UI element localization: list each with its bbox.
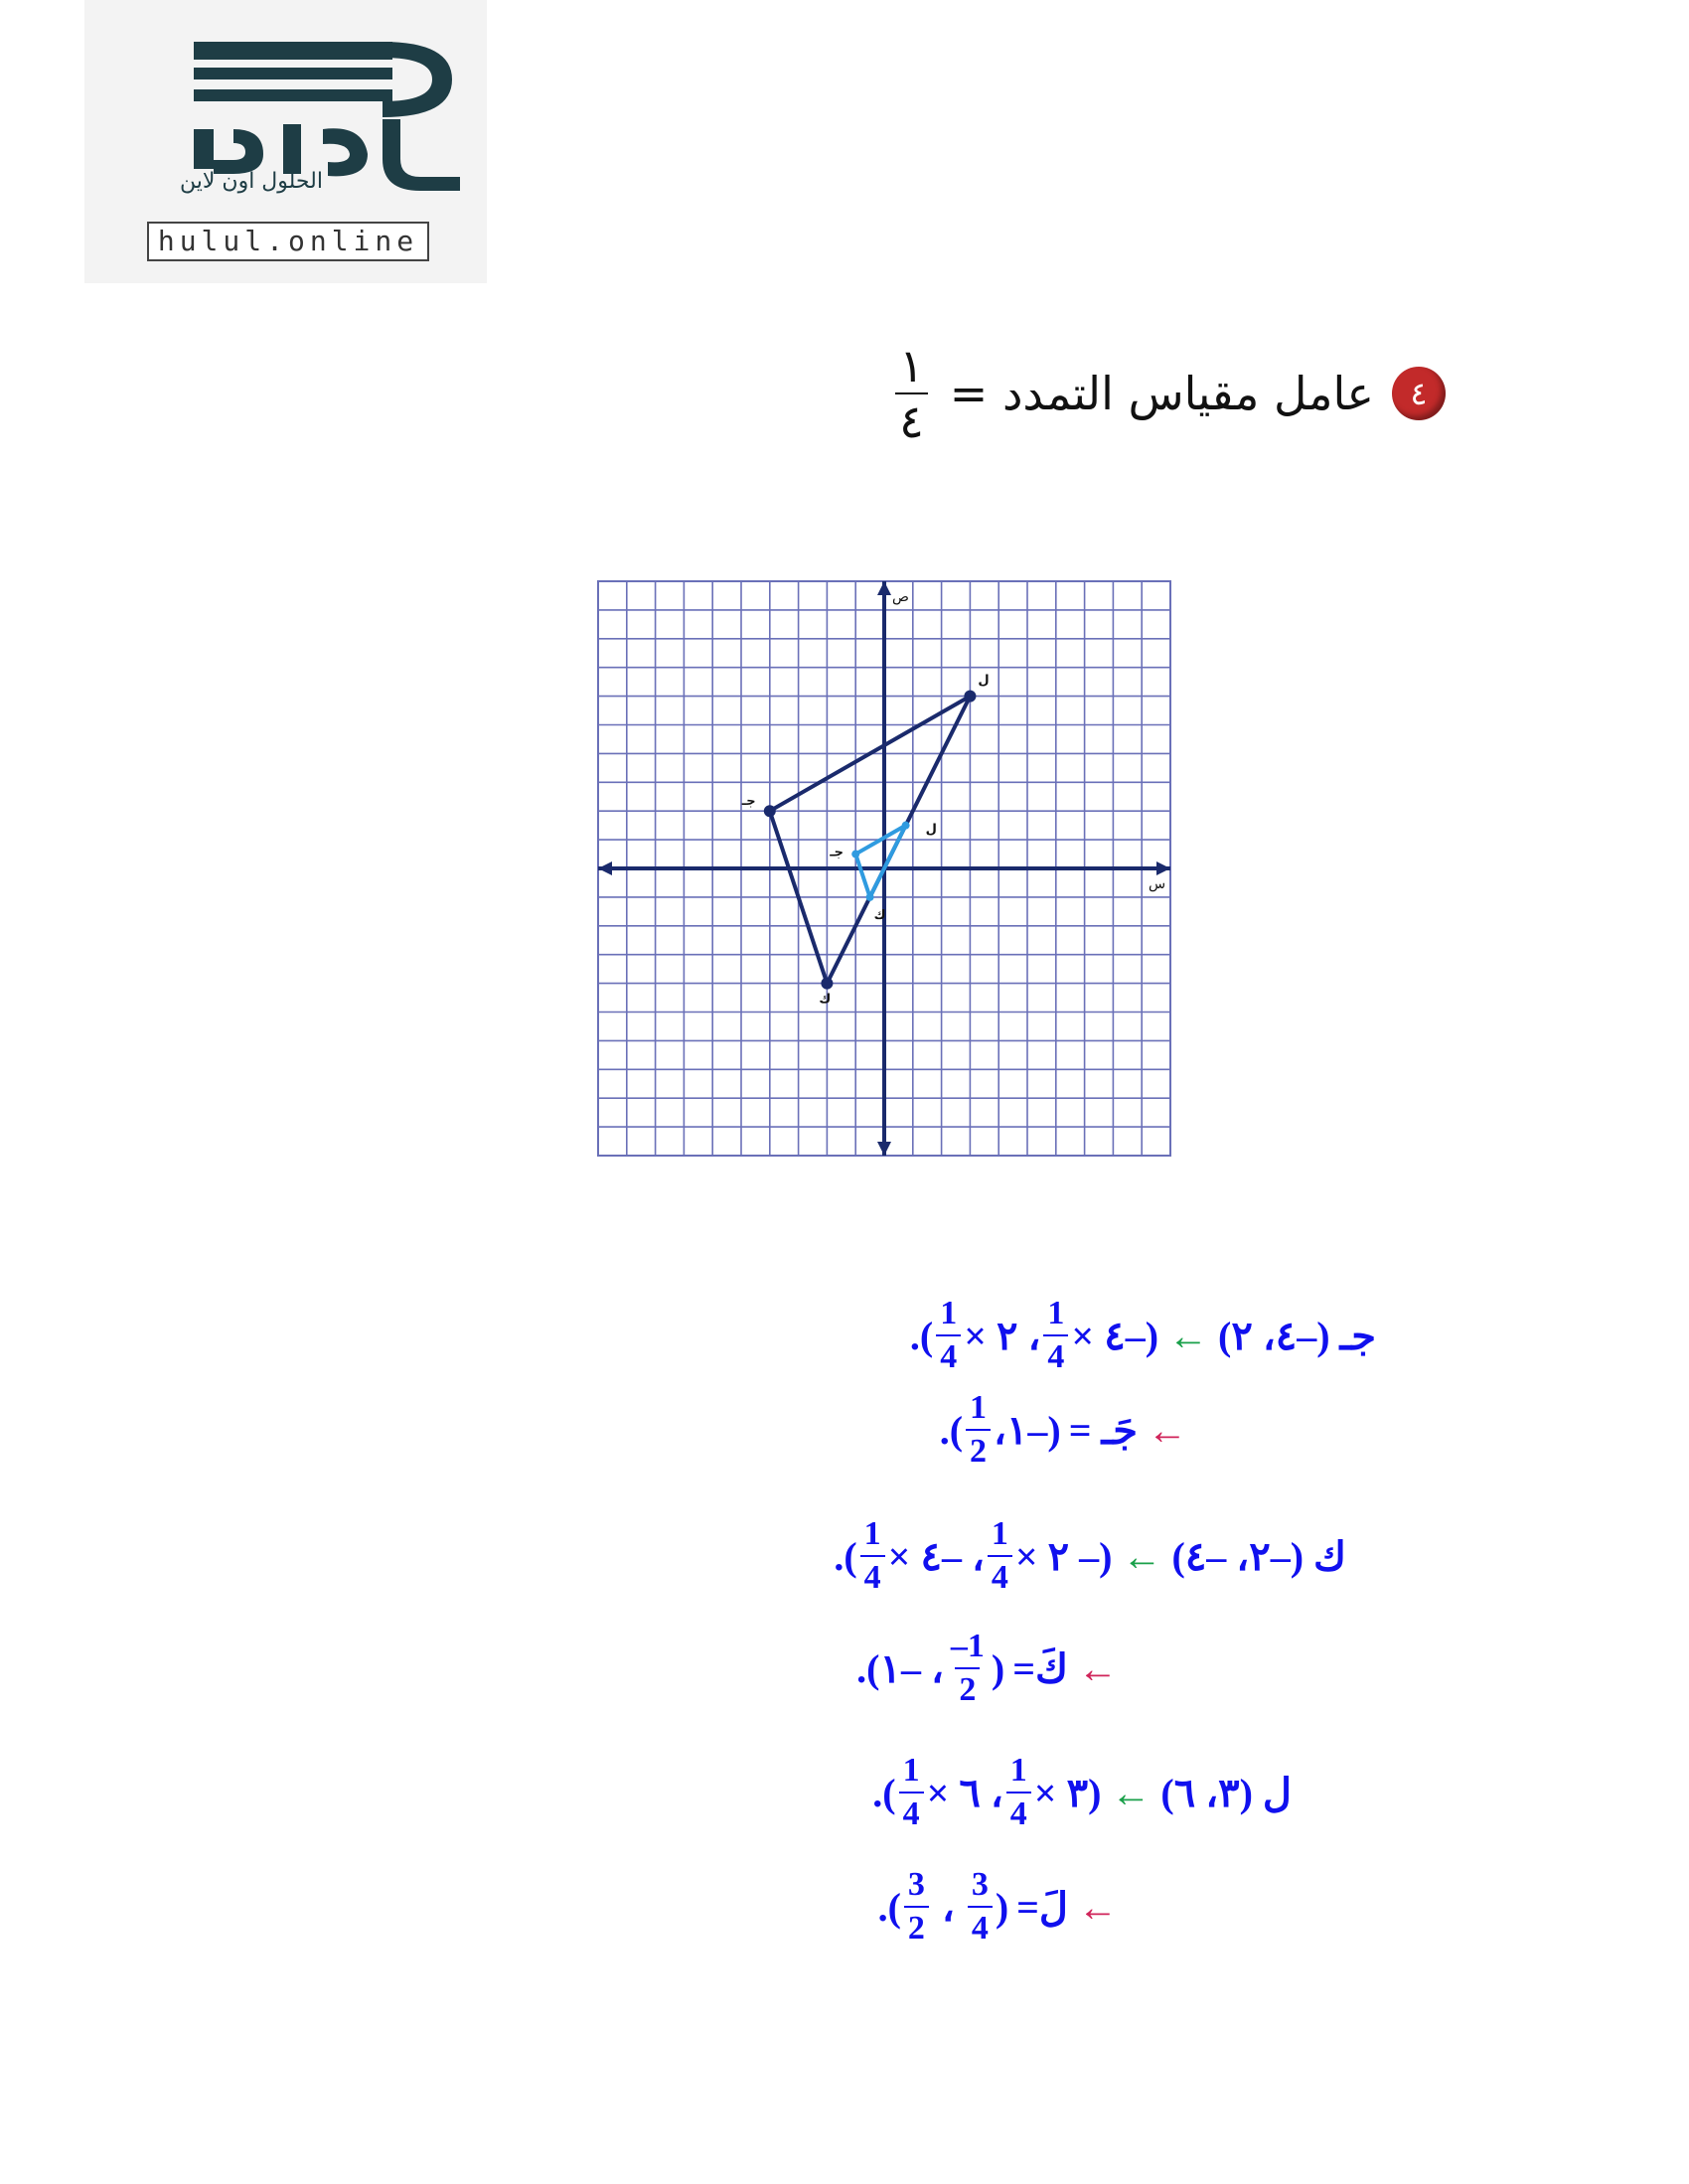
arrow-icon: ← (1168, 1313, 1209, 1358)
image-vertex-label: ل (925, 822, 937, 838)
numerator: 1 (902, 1752, 920, 1789)
expr-part: ، (941, 1884, 955, 1930)
logo-tagline: الحلول اون لاين (180, 169, 323, 194)
solution-3-line-2 (878, 1868, 1128, 1946)
point-label: ك (–٢، –٤) (1171, 1533, 1346, 1579)
solution-3-line-1 (872, 1754, 1292, 1831)
original-vertex-point (964, 691, 976, 702)
denominator: 4 (1006, 1792, 1031, 1831)
numerator: 1 (991, 1515, 1008, 1552)
denominator: 4 (968, 1906, 993, 1946)
expr-part: (٣ × (1033, 1770, 1102, 1815)
arrow-icon: ← (1078, 1645, 1118, 1691)
expr-part: ( (995, 1884, 1009, 1930)
expr-part: ، –٤ × (887, 1533, 985, 1579)
original-vertex-label: ك (819, 992, 832, 1008)
solution-1-line-2 (940, 1391, 1197, 1469)
scale-numerator: ١ (899, 339, 924, 392)
expr-part: ، –١). (856, 1645, 944, 1691)
denominator: 4 (860, 1555, 885, 1595)
expr-part: ، ٢ × (964, 1313, 1041, 1358)
image-point-label: كَ= (1012, 1645, 1068, 1691)
image-point-label: جَـ = (1068, 1407, 1138, 1453)
fraction (899, 1754, 924, 1831)
original-vertex-point (821, 978, 833, 990)
fraction (904, 1868, 929, 1946)
problem-heading (891, 339, 1446, 448)
coordinate-graph (596, 579, 1172, 1162)
denominator: 4 (988, 1555, 1012, 1595)
denominator: 2 (966, 1429, 991, 1469)
expr-part: ). (877, 1884, 901, 1930)
problem-number-badge: ٤ (1392, 367, 1446, 420)
solution-1-line-1 (910, 1297, 1376, 1374)
fraction (1006, 1754, 1031, 1831)
expr-part: ). (872, 1770, 896, 1815)
image-vertex-point (851, 851, 859, 858)
image-vertex-point (902, 822, 910, 830)
fraction (947, 1630, 989, 1707)
expr-part: ( (991, 1645, 1005, 1691)
numerator: 1 (970, 1389, 988, 1426)
y-axis-label: ص (892, 589, 909, 605)
expr-part: ). (939, 1407, 964, 1453)
original-vertex-label: جـ (741, 794, 756, 810)
image-vertex-point (866, 893, 874, 901)
numerator: 3 (907, 1866, 925, 1903)
numerator: 3 (971, 1866, 989, 1903)
expr-part: ، ٦ × (926, 1770, 1003, 1815)
denominator: 2 (955, 1667, 980, 1707)
numerator: 1 (940, 1295, 958, 1331)
expr-part: ). (834, 1533, 857, 1579)
graph-svg (596, 579, 1172, 1158)
fraction (860, 1517, 885, 1595)
scale-denominator: ٤ (895, 392, 928, 444)
arrow-icon: ← (1078, 1884, 1118, 1930)
denominator: 4 (1043, 1334, 1068, 1374)
numerator: 1 (1047, 1295, 1065, 1331)
problem-label: عامل مقياس التمدد = (949, 367, 1374, 420)
fraction (966, 1391, 991, 1469)
numerator: 1 (863, 1515, 881, 1552)
solution-2-line-2 (856, 1630, 1128, 1707)
expr-part: ). (909, 1313, 934, 1358)
fraction (936, 1297, 961, 1374)
fraction (1043, 1297, 1068, 1374)
denominator: 4 (899, 1792, 924, 1831)
logo (84, 0, 487, 283)
arrow-icon: ← (1148, 1407, 1187, 1453)
arrow-icon: ← (1111, 1770, 1152, 1815)
denominator: 4 (936, 1334, 961, 1374)
logo-url: hulul.online (147, 222, 429, 261)
point-label: جـ (–٤، ٢) (1218, 1313, 1376, 1358)
fraction (988, 1517, 1012, 1595)
original-vertex-point (764, 805, 776, 817)
image-vertex-label: ك (873, 907, 886, 923)
expr-part: (– ٢ × (1014, 1533, 1113, 1579)
expr-part: (–٤ × (1071, 1313, 1159, 1358)
expr-part: (–١، (994, 1407, 1061, 1453)
arrow-icon: ← (1122, 1533, 1162, 1579)
numerator: 1– (950, 1628, 985, 1664)
numerator: 1 (1009, 1752, 1027, 1789)
fraction (968, 1868, 993, 1946)
image-point-label: لَ= (1016, 1884, 1068, 1930)
original-vertex-label: ل (978, 673, 990, 689)
scale-factor-fraction (895, 339, 928, 448)
point-label: ل (٣، ٦) (1160, 1770, 1292, 1815)
solution-2-line-1 (834, 1517, 1346, 1595)
x-axis-label: س (1149, 876, 1166, 892)
image-vertex-label: جـ (830, 845, 844, 860)
denominator: 2 (904, 1906, 929, 1946)
